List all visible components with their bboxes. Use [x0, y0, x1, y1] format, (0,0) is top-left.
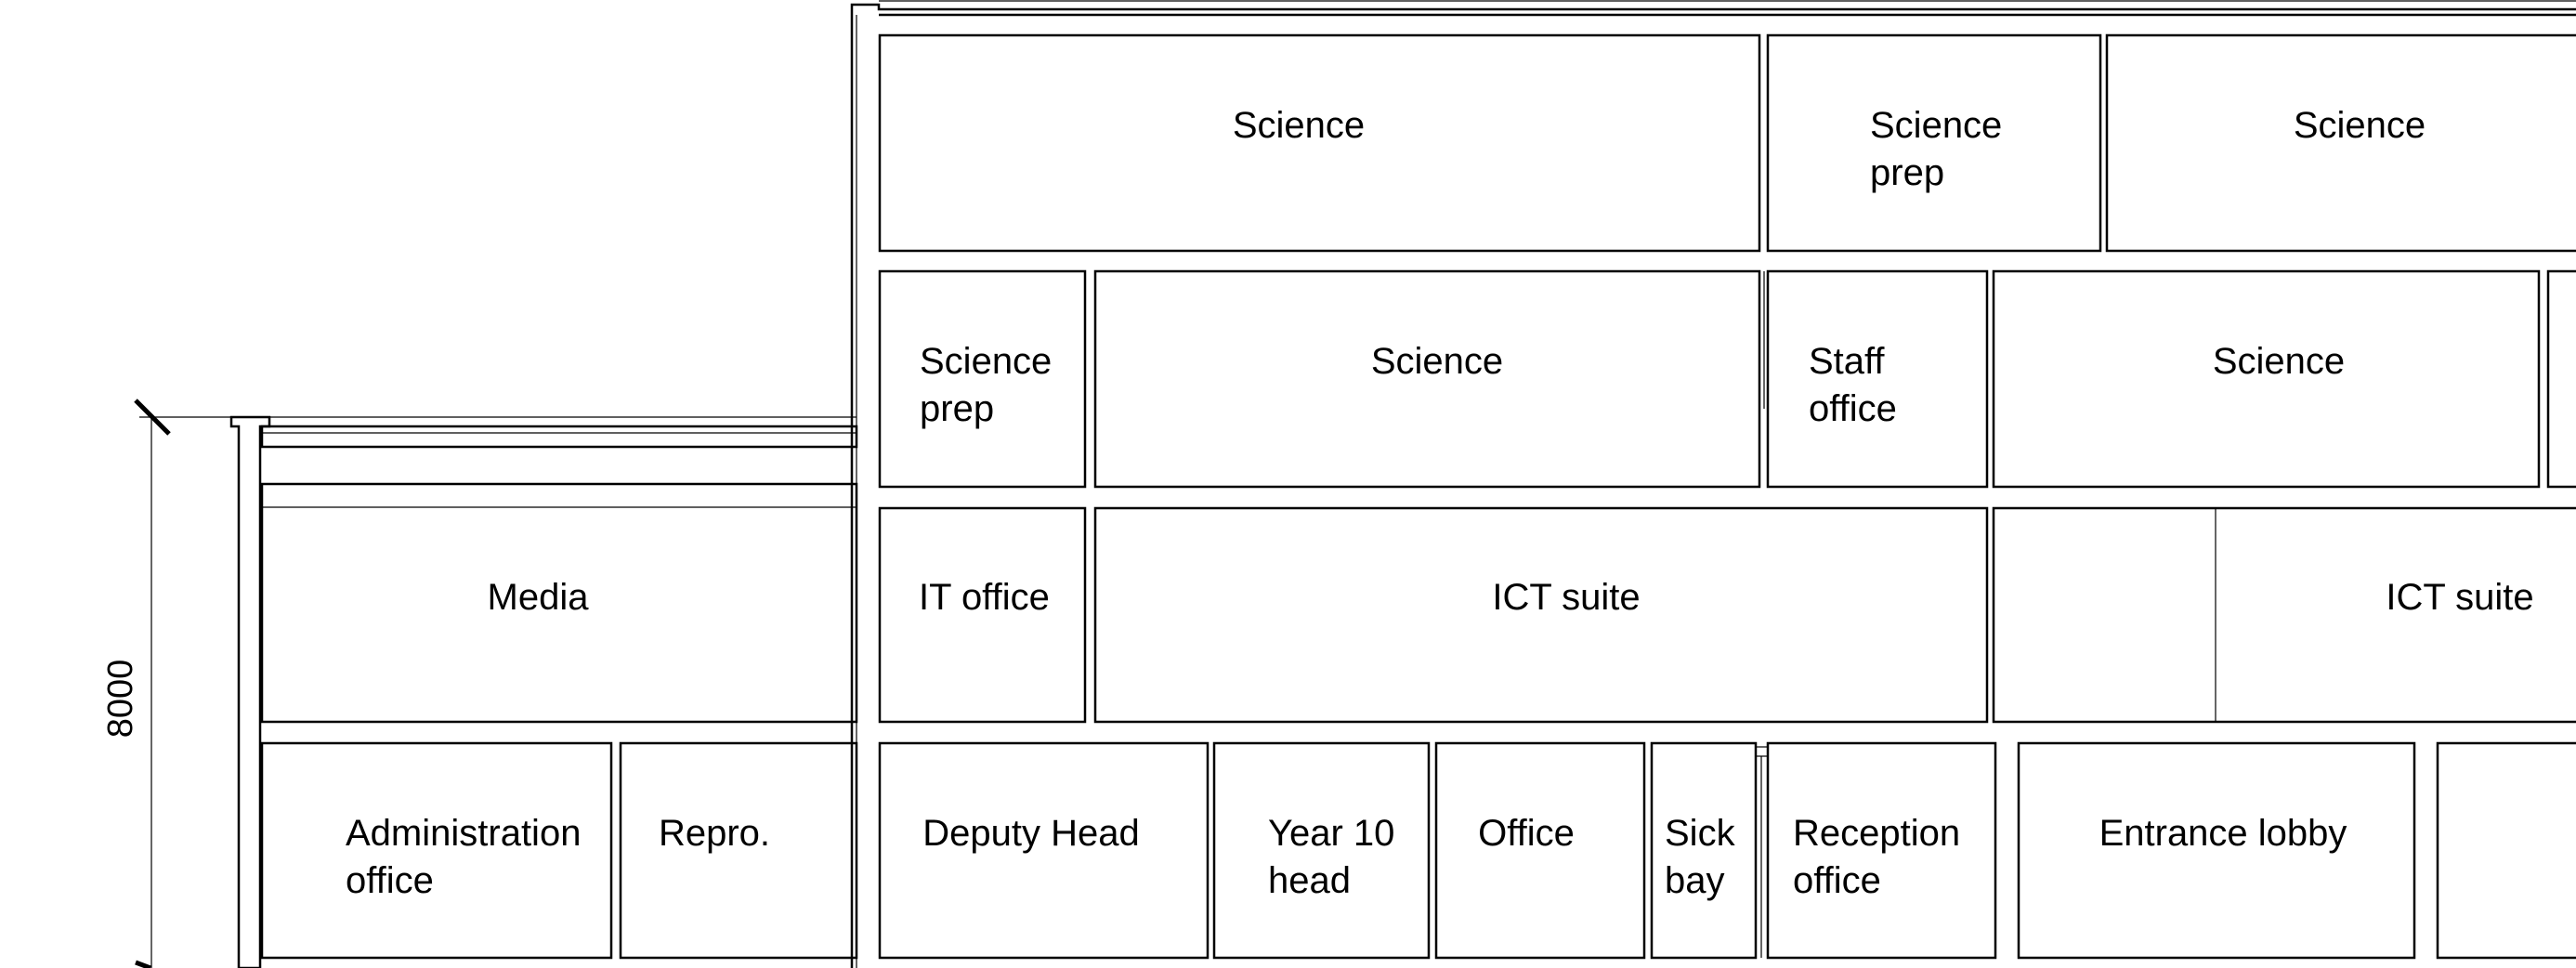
- label-reception-office-line2: office: [1793, 860, 1881, 901]
- label-ict-suite-1: ICT suite: [1492, 577, 1641, 618]
- label-science-prep-top: [1870, 105, 2012, 193]
- label-science-prep-left-line1: Science: [920, 341, 1053, 382]
- label-year10-head-line1: Year 10: [1268, 813, 1395, 854]
- label-science-prep-top-line1: Science: [1870, 105, 2003, 146]
- label-science-1: Science: [1232, 105, 1366, 146]
- label-science-mid-1: Science: [1370, 341, 1504, 382]
- label-science-prep-left-line2: prep: [920, 388, 995, 429]
- lower-wing-roof-slab: [262, 426, 856, 447]
- dimension-tick-bottom: [136, 962, 150, 968]
- dimension-label: 8000: [101, 659, 140, 739]
- label-deputy-head: Deputy Head: [922, 813, 1140, 854]
- label-ict-suite-2: ICT suite: [2386, 577, 2534, 618]
- label-sick-bay-line2: bay: [1665, 860, 1725, 901]
- label-sick-bay-line1: Sick: [1665, 813, 1735, 854]
- label-it-office: IT office: [919, 577, 1050, 618]
- label-science-2: Science: [2293, 105, 2426, 146]
- label-science-prep-top-line2: prep: [1870, 152, 1945, 193]
- label-year10-head-line2: head: [1268, 860, 1351, 901]
- label-repro: Repro.: [658, 813, 771, 854]
- label-entrance-lobby: Entrance lobby: [2099, 813, 2347, 854]
- label-administration-office: [346, 813, 592, 901]
- label-staff-office: [1809, 341, 1897, 429]
- label-reception-office: [1793, 813, 1970, 901]
- label-staff-office-line2: office: [1809, 388, 1897, 429]
- label-office: Office: [1478, 813, 1575, 854]
- label-administration-office-line2: office: [346, 860, 434, 901]
- room-partial-right-outline: [2548, 271, 2576, 487]
- label-reception-office-line1: Reception: [1793, 813, 1961, 854]
- lower-wing-parapet: [231, 417, 269, 968]
- label-administration-office-line1: Administration: [346, 813, 582, 854]
- label-science-mid-2: Science: [2212, 341, 2346, 382]
- room-partial-right-bottom-outline: [2438, 743, 2576, 958]
- label-year10-head: [1268, 813, 1406, 901]
- label-staff-office-line1: Staff: [1809, 341, 1885, 382]
- door-frame-sick-bay: [1756, 747, 1768, 756]
- label-science-prep-left: [920, 341, 1062, 429]
- label-media: Media: [487, 577, 589, 618]
- label-sick-bay: [1665, 813, 1746, 901]
